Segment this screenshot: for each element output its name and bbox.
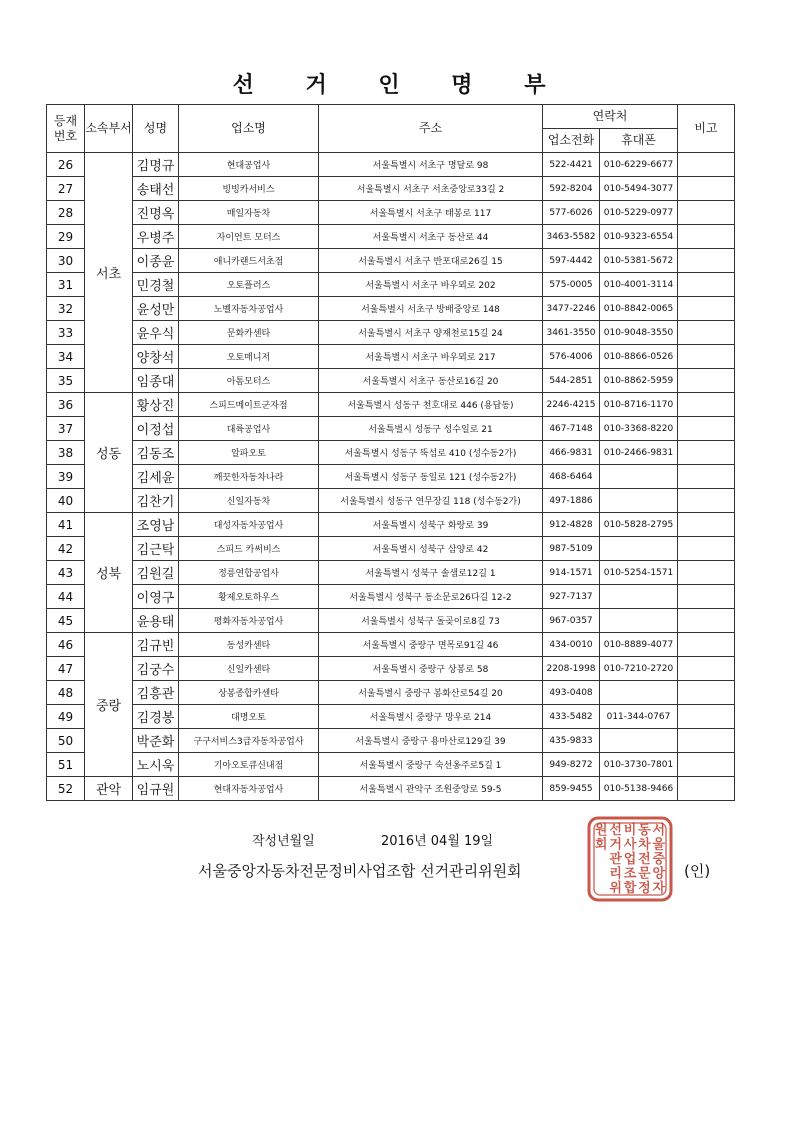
cell-mobile: 010-7210-2720 (600, 657, 678, 681)
cell-no: 49 (47, 705, 85, 729)
seal-glyph: 원 (594, 823, 608, 839)
cell-note (678, 369, 735, 393)
header-tel: 업소전화 (543, 129, 600, 153)
cell-note (678, 777, 735, 801)
cell-tel: 3461-3550 (543, 321, 600, 345)
cell-no: 27 (47, 177, 85, 201)
date-value: 2016년 04월 19일 (381, 834, 494, 849)
cell-tel: 912-4828 (543, 513, 600, 537)
cell-mobile (600, 585, 678, 609)
cell-name: 김세윤 (133, 465, 179, 489)
cell-no: 41 (47, 513, 85, 537)
seal-glyph: 조 (623, 866, 637, 882)
cell-name: 김근탁 (133, 537, 179, 561)
cell-business: 스피드메이트군자점 (179, 393, 319, 417)
cell-tel: 522-4421 (543, 153, 600, 177)
cell-no: 43 (47, 561, 85, 585)
cell-business: 현대자동차공업사 (179, 777, 319, 801)
cell-note (678, 657, 735, 681)
cell-name: 김궁수 (133, 657, 179, 681)
seal-glyph: 사 (623, 837, 637, 853)
table-row (47, 537, 735, 561)
cell-business: 스피드 카써비스 (179, 537, 319, 561)
cell-name: 임규원 (133, 777, 179, 801)
cell-tel: 466-9831 (543, 441, 600, 465)
cell-address: 서울특별시 중랑구 망우로 214 (319, 705, 543, 729)
cell-tel: 467-7148 (543, 417, 600, 441)
cell-tel: 967-0357 (543, 609, 600, 633)
cell-mobile (600, 465, 678, 489)
cell-business: 자이언트 모터스 (179, 225, 319, 249)
cell-no: 36 (47, 393, 85, 417)
cell-address: 서울특별시 성동구 천호대로 446 (용답동) (319, 393, 543, 417)
cell-name: 윤우식 (133, 321, 179, 345)
cell-name: 이영구 (133, 585, 179, 609)
cell-business: 상봉종합카센타 (179, 681, 319, 705)
cell-mobile: 010-4001-3114 (600, 273, 678, 297)
cell-note (678, 345, 735, 369)
cell-no: 33 (47, 321, 85, 345)
cell-note (678, 225, 735, 249)
table-row (47, 321, 735, 345)
table-row (47, 153, 735, 177)
cell-mobile: 010-8889-4077 (600, 633, 678, 657)
table-row (47, 609, 735, 633)
cell-address: 서울특별시 성동구 성수일로 21 (319, 417, 543, 441)
cell-address: 서울특별시 성동구 뚝섬로 410 (성수동2가) (319, 441, 543, 465)
cell-name: 우병주 (133, 225, 179, 249)
cell-name: 박준화 (133, 729, 179, 753)
cell-address: 서울특별시 성동구 동일로 121 (성수동2가) (319, 465, 543, 489)
header-business: 업소명 (179, 105, 319, 153)
cell-note (678, 561, 735, 585)
cell-business: 신일자동차 (179, 489, 319, 513)
seal-glyph: 울 (652, 837, 666, 853)
cell-business: 동성카센타 (179, 633, 319, 657)
cell-note (678, 489, 735, 513)
cell-mobile (600, 489, 678, 513)
seal-glyph: 서 (652, 823, 666, 839)
cell-business: 깨끗한자동차나라 (179, 465, 319, 489)
table-row (47, 225, 735, 249)
cell-note (678, 585, 735, 609)
cell-name: 양창석 (133, 345, 179, 369)
cell-business: 구구서비스3급자동차공업사 (179, 729, 319, 753)
cell-note (678, 729, 735, 753)
cell-no: 52 (47, 777, 85, 801)
cell-mobile: 011-344-0767 (600, 705, 678, 729)
cell-business: 대성자동차공업사 (179, 513, 319, 537)
table-row (47, 777, 735, 801)
cell-mobile: 010-5828-2795 (600, 513, 678, 537)
cell-address: 서울특별시 서초구 반포대로26길 15 (319, 249, 543, 273)
cell-note (678, 465, 735, 489)
cell-business: 아톰모터스 (179, 369, 319, 393)
table-row (47, 633, 735, 657)
cell-no: 34 (47, 345, 85, 369)
cell-no: 35 (47, 369, 85, 393)
header-note: 비고 (678, 105, 735, 153)
cell-address: 서울특별시 서초구 양재천로15길 24 (319, 321, 543, 345)
cell-note (678, 249, 735, 273)
cell-note (678, 705, 735, 729)
cell-address: 서울특별시 성북구 솔샘로12길 1 (319, 561, 543, 585)
official-seal-stamp (586, 815, 674, 903)
seal-glyph: 정 (638, 880, 651, 896)
table-row (47, 441, 735, 465)
cell-mobile: 010-8866-0526 (600, 345, 678, 369)
table-row (47, 345, 735, 369)
seal-glyph: 동 (638, 823, 651, 839)
cell-address: 서울특별시 서초구 바우뫼로 202 (319, 273, 543, 297)
cell-dept: 성북 (85, 513, 133, 633)
cell-note (678, 273, 735, 297)
header-contact: 연락처 (543, 105, 678, 129)
cell-business: 대륙공업사 (179, 417, 319, 441)
cell-note (678, 537, 735, 561)
cell-note (678, 753, 735, 777)
cell-mobile: 010-5138-9466 (600, 777, 678, 801)
cell-address: 서울특별시 성북구 삼양로 42 (319, 537, 543, 561)
cell-business: 노벨자동차공업사 (179, 297, 319, 321)
cell-mobile: 010-6229-6677 (600, 153, 678, 177)
seal-mark: (인) (684, 862, 711, 880)
table-row (47, 705, 735, 729)
seal-glyph: 중 (652, 852, 666, 868)
table-row (47, 657, 735, 681)
cell-mobile: 010-9048-3550 (600, 321, 678, 345)
cell-no: 48 (47, 681, 85, 705)
cell-business: 알파오토 (179, 441, 319, 465)
cell-no: 32 (47, 297, 85, 321)
table-row (47, 681, 735, 705)
cell-tel: 575-0005 (543, 273, 600, 297)
seal-glyph: 앙 (652, 866, 666, 882)
seal-glyph: 자 (652, 880, 666, 896)
cell-mobile: 010-8862-5959 (600, 369, 678, 393)
cell-name: 임종대 (133, 369, 179, 393)
cell-tel: 577-6026 (543, 201, 600, 225)
cell-name: 김원길 (133, 561, 179, 585)
organization-name: 서울중앙자동차전문정비사업조합 선거관리위원회 (198, 862, 522, 880)
cell-business: 애니카랜드서초점 (179, 249, 319, 273)
cell-name: 김동조 (133, 441, 179, 465)
header-address: 주소 (319, 105, 543, 153)
cell-note (678, 393, 735, 417)
table-row (47, 465, 735, 489)
cell-address: 서울특별시 서초구 방배중앙로 148 (319, 297, 543, 321)
table-row (47, 369, 735, 393)
cell-mobile (600, 609, 678, 633)
table-row (47, 489, 735, 513)
seal-glyph: 관 (609, 852, 622, 868)
cell-tel: 493-0408 (543, 681, 600, 705)
cell-dept: 관악 (85, 777, 133, 801)
cell-no: 45 (47, 609, 85, 633)
cell-tel: 2208-1998 (543, 657, 600, 681)
table-row (47, 393, 735, 417)
cell-address: 서울특별시 서초구 서초중앙로33길 2 (319, 177, 543, 201)
cell-mobile: 010-9323-6554 (600, 225, 678, 249)
cell-note (678, 201, 735, 225)
cell-business: 황제오토하우스 (179, 585, 319, 609)
seal-glyph: 문 (638, 866, 651, 882)
cell-note (678, 681, 735, 705)
cell-name: 조영남 (133, 513, 179, 537)
cell-tel: 949-8272 (543, 753, 600, 777)
cell-tel: 3477-2246 (543, 297, 600, 321)
cell-address: 서울특별시 관악구 조원중앙로 59-5 (319, 777, 543, 801)
cell-name: 황상진 (133, 393, 179, 417)
table-row (47, 585, 735, 609)
cell-tel: 987-5109 (543, 537, 600, 561)
table-row (47, 249, 735, 273)
cell-note (678, 513, 735, 537)
cell-name: 윤성만 (133, 297, 179, 321)
cell-address: 서울특별시 중랑구 숙선옹주로5길 1 (319, 753, 543, 777)
seal-glyph: 거 (609, 837, 622, 853)
cell-no: 26 (47, 153, 85, 177)
cell-tel: 3463-5582 (543, 225, 600, 249)
cell-tel: 914-1571 (543, 561, 600, 585)
cell-address: 서울특별시 중랑구 용마산로129길 39 (319, 729, 543, 753)
cell-no: 51 (47, 753, 85, 777)
cell-note (678, 417, 735, 441)
cell-tel: 433-5482 (543, 705, 600, 729)
seal-glyph: 리 (609, 866, 622, 882)
voter-roster-table (46, 104, 735, 801)
seal-glyph: 위 (609, 880, 622, 896)
cell-tel: 468-6464 (543, 465, 600, 489)
roster-body (47, 153, 735, 801)
cell-note (678, 153, 735, 177)
header-name: 성명 (133, 105, 179, 153)
cell-no: 39 (47, 465, 85, 489)
cell-tel: 435-9833 (543, 729, 600, 753)
header-dept: 소속부서 (85, 105, 133, 153)
seal-glyph: 전 (638, 852, 651, 868)
cell-address: 서울특별시 서초구 명달로 98 (319, 153, 543, 177)
cell-business: 기아오토큐신내점 (179, 753, 319, 777)
cell-mobile: 010-3730-7801 (600, 753, 678, 777)
cell-name: 이정섭 (133, 417, 179, 441)
cell-tel: 576-4006 (543, 345, 600, 369)
cell-mobile: 010-5254-1571 (600, 561, 678, 585)
cell-tel: 859-9455 (543, 777, 600, 801)
cell-business: 매일자동차 (179, 201, 319, 225)
cell-note (678, 633, 735, 657)
table-row (47, 177, 735, 201)
cell-address: 서울특별시 중랑구 면목로91길 46 (319, 633, 543, 657)
cell-name: 김규빈 (133, 633, 179, 657)
table-row (47, 729, 735, 753)
cell-address: 서울특별시 성북구 화랑로 39 (319, 513, 543, 537)
cell-address: 서울특별시 중랑구 상봉로 58 (319, 657, 543, 681)
cell-mobile: 010-3368-8220 (600, 417, 678, 441)
cell-no: 28 (47, 201, 85, 225)
cell-no: 40 (47, 489, 85, 513)
cell-name: 민경철 (133, 273, 179, 297)
cell-tel: 592-8204 (543, 177, 600, 201)
cell-name: 김찬기 (133, 489, 179, 513)
cell-business: 정릉연합공업사 (179, 561, 319, 585)
cell-note (678, 297, 735, 321)
table-row (47, 273, 735, 297)
cell-mobile: 010-5229-0977 (600, 201, 678, 225)
cell-tel: 434-0010 (543, 633, 600, 657)
cell-address: 서울특별시 성동구 연무장길 118 (성수동2가) (319, 489, 543, 513)
cell-address: 서울특별시 성북구 돌곶이로8길 73 (319, 609, 543, 633)
cell-no: 30 (47, 249, 85, 273)
cell-no: 38 (47, 441, 85, 465)
cell-mobile (600, 537, 678, 561)
cell-name: 김흥관 (133, 681, 179, 705)
cell-no: 37 (47, 417, 85, 441)
seal-glyph: 업 (623, 852, 637, 868)
cell-mobile: 010-2466-9831 (600, 441, 678, 465)
cell-mobile: 010-5494-3077 (600, 177, 678, 201)
cell-tel: 2246-4215 (543, 393, 600, 417)
cell-business: 평화자동차공업사 (179, 609, 319, 633)
cell-no: 47 (47, 657, 85, 681)
cell-name: 윤용태 (133, 609, 179, 633)
cell-name: 김명규 (133, 153, 179, 177)
header-mobile: 휴대폰 (600, 129, 678, 153)
cell-dept: 성동 (85, 393, 133, 513)
cell-tel: 544-2851 (543, 369, 600, 393)
cell-mobile: 010-8716-1170 (600, 393, 678, 417)
cell-address: 서울특별시 서초구 동산로16길 20 (319, 369, 543, 393)
cell-address: 서울특별시 서초구 태봉로 117 (319, 201, 543, 225)
cell-tel: 497-1886 (543, 489, 600, 513)
cell-dept: 중랑 (85, 633, 133, 777)
table-row (47, 417, 735, 441)
cell-business: 신일카센타 (179, 657, 319, 681)
cell-note (678, 609, 735, 633)
cell-address: 서울특별시 서초구 동산로 44 (319, 225, 543, 249)
document-title: 선 거 인 명 부 (232, 73, 568, 98)
cell-no: 42 (47, 537, 85, 561)
cell-mobile: 010-8842-0065 (600, 297, 678, 321)
cell-dept: 서초 (85, 153, 133, 393)
cell-tel: 927-7137 (543, 585, 600, 609)
cell-business: 오토플러스 (179, 273, 319, 297)
cell-note (678, 321, 735, 345)
cell-mobile (600, 681, 678, 705)
cell-mobile (600, 729, 678, 753)
cell-no: 29 (47, 225, 85, 249)
cell-no: 31 (47, 273, 85, 297)
cell-business: 현대공업사 (179, 153, 319, 177)
cell-mobile: 010-5381-5672 (600, 249, 678, 273)
seal-glyph: 비 (623, 823, 637, 839)
cell-business: 빙빙카서비스 (179, 177, 319, 201)
table-row (47, 561, 735, 585)
date-label: 작성년월일 (252, 834, 315, 849)
table-row (47, 753, 735, 777)
cell-business: 대명오토 (179, 705, 319, 729)
cell-name: 이종윤 (133, 249, 179, 273)
seal-glyph: 합 (623, 880, 637, 896)
cell-no: 50 (47, 729, 85, 753)
cell-address: 서울특별시 성북구 동소문로26다길 12-2 (319, 585, 543, 609)
cell-name: 진명옥 (133, 201, 179, 225)
cell-no: 44 (47, 585, 85, 609)
cell-business: 오토매니저 (179, 345, 319, 369)
cell-tel: 597-4442 (543, 249, 600, 273)
cell-name: 송태선 (133, 177, 179, 201)
table-row (47, 201, 735, 225)
cell-address: 서울특별시 중랑구 봉화산로54길 20 (319, 681, 543, 705)
seal-glyph: 회 (594, 837, 608, 853)
cell-note (678, 177, 735, 201)
table-row (47, 297, 735, 321)
cell-no: 46 (47, 633, 85, 657)
seal-glyph: 차 (638, 837, 651, 853)
header-no: 등재 번호 (47, 105, 85, 153)
cell-address: 서울특별시 서초구 바우뫼로 217 (319, 345, 543, 369)
cell-name: 김경봉 (133, 705, 179, 729)
cell-name: 노시욱 (133, 753, 179, 777)
table-row (47, 513, 735, 537)
seal-glyph: 선 (609, 823, 622, 839)
cell-note (678, 441, 735, 465)
cell-business: 문화카센타 (179, 321, 319, 345)
